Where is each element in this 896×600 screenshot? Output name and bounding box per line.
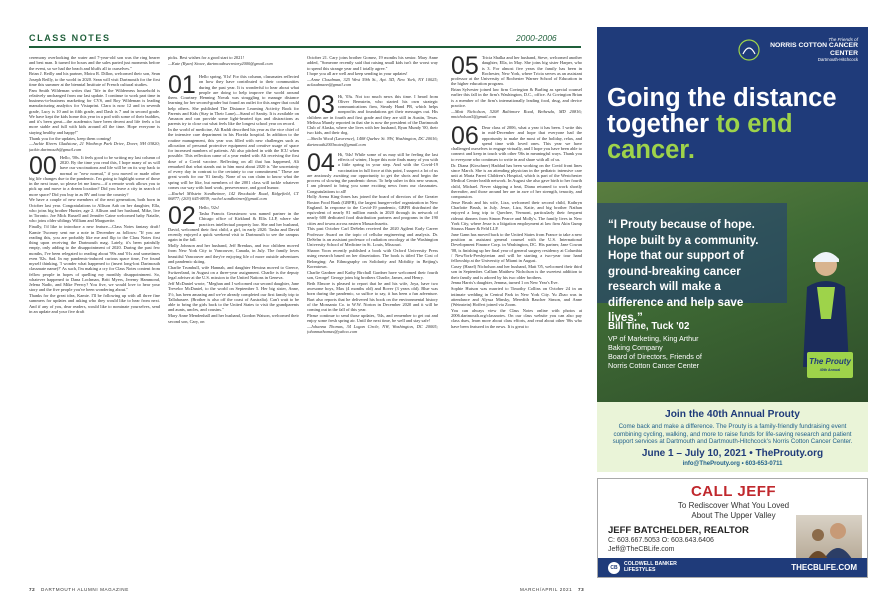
realtor-sub-line-2: About The Upper Valley bbox=[691, 510, 776, 520]
col2-drop1-paragraph-1: Hello spring, '01s! For this column, classmates reflected on how they have contributed to their communities during the past year. It is wonderful to hear about what people are doing to help improve the world around them. Courtney Henning Novak was struggling to manage distance learning for her second-grader but found an outlet for this anger that could help others. She published The Distance Learning Activity Book for Parents and Kids (Stay in Their Lane)—Stand of Sanity. It is available on Amazon and can provide some light-hearted tips and distractions as parents try to close out what feels like the longest school year on record. bbox=[168, 74, 299, 127]
col1-paragraph-1: ceremony overlooking the water and 7-year-old son was the ring bearer and best man. It turned for hours and the sales parted just moments before the event, so we had the beach and bluffs all to ourselves." bbox=[29, 55, 160, 71]
col4-drop2-paragraph-4: Jane Gann has moved back to the United States from France to take a new position as assistant general counsel with the U.S. International Development Finance Corp. in Washington, DC. His partner, Jane Cowan '08, is finishing up her final year of general surgery residency at Columbia / NewYork-Presbyterian and will be starting a two-year tour hand fellowship at the University of Miami in August. bbox=[451, 231, 582, 264]
coldwell-banker-logo-icon: CB bbox=[608, 562, 620, 574]
prouty-badge-title: The Prouty bbox=[809, 357, 851, 366]
realtor-portrait-icon bbox=[796, 515, 862, 559]
col4-drop1-signoff: —Matt Nicholson, 5208 Baltimore Road, Bethesda, MD 20816; mnicholson5@gmail.com bbox=[451, 108, 582, 119]
brand-line-2: LIFESTYLES bbox=[624, 567, 656, 573]
cyclist-figure-icon bbox=[795, 247, 857, 367]
prouty-cancer-ad[interactable] bbox=[597, 27, 868, 402]
col2-drop1-paragraph-2: In the world of medicine, Ali Raddi described his year as the vice chief of the intensive care department in his Florida hospital. In addition to the routine management, this year was filled with new challenges such as allocation of personal protective equipment and creative usage of space for increased numbers of patients. Ali also pitched in with the ICU when possible. This reflection came of a year ended with Ali receiving the first dose of a Covid vaccine. Reflecting on all that has happened, Ali remarked that what stands out to him most about 2020 is "the uncertainty of every day in contrast to the certainty to our commitment." These are great words for our '01 family. None of us can claim to know what the spring will be like, but members of the 2001 class will tackle whatever comes our way with hard work, perseverance, and good humor. bbox=[168, 127, 299, 190]
col1-paragraph-4: Thank you for the updates, keep them coming! bbox=[29, 135, 112, 141]
col4-drop1-paragraph-2: Brian Sylvester joined law firm Covington & Burling as special counsel earlier this fall in the firm's Washington, D.C., office. At Covington Brian is a member of the firm's internationally leading food, drug, and device practice. bbox=[451, 87, 582, 108]
join-title: Join the 40th Annual Prouty bbox=[665, 409, 800, 420]
col2-drop1-signoff: —Rachel Milstein Sondheimer, 142 Brookside Road, Ridgefield, CT 06877; (203) 645-8839; rachel.sondheimer@gmail.com bbox=[168, 190, 299, 202]
footer-magazine-name: DARTMOUTH ALUMNI MAGAZINE bbox=[40, 587, 129, 592]
col1-drop-paragraph-4: Thanks for the great idea, Kamie. I'll be following up with all three fine summers for updates and asking who they would like to hear from next. And if any of you, dear readers, would like to nominate yourselves, send in an update and your five draft bbox=[29, 293, 160, 314]
realtor-email[interactable]: Jeff@TheCBLife.com bbox=[608, 546, 675, 553]
join-dates-link[interactable]: June 1 – July 10, 2021 • TheProuty.org bbox=[641, 448, 824, 459]
prouty-join-ad[interactable] bbox=[597, 402, 868, 472]
person-role-line-4: Norris Cotton Cancer Center bbox=[608, 361, 700, 370]
col2-paragraph-1: picks. Best wishes for a good start to 2021! bbox=[168, 55, 244, 60]
logo-emblem-icon bbox=[738, 39, 760, 61]
col2-drop2-paragraph-4: Charlie Trumbull, wife Hannah, and daughter Hewina moved to Greece, Switzerland, in August on a three-year assignment. Charlie is the deputy legal adviser at the U.S. mission to the United Nations in Geneva. bbox=[168, 264, 299, 281]
column-3 bbox=[307, 55, 438, 585]
col4-drop2-paragraph-6: Jenna Harris's daughter, Jemma, turned 1 on New Year's Eve. bbox=[451, 280, 559, 286]
testimonial-quote: “I Prouty because of hope. Hope built by a community. Hope that our support of ground-breaking cancer research will make a difference and help save lives.” bbox=[608, 218, 759, 324]
class-year-number-02: 02 bbox=[168, 202, 196, 231]
col4-drop2-paragraph-5: Casey (Hazel) Nicholson and her husband, Matt '05, welcomed their third son in September. Callum Matthew Nicholson is the sweetest addition to their family and is adored by his two older brothers. bbox=[451, 264, 582, 280]
col3-paragraph-2: I hope you all are well and keep sending in your updates! bbox=[307, 71, 408, 77]
footer-date: MARCH/APRIL 2021 bbox=[520, 587, 573, 592]
col3-signoff: —Anne Cloudman, 325 West 59th St., Apt. 5D, New York, NY 10025; aclaudmann@gmail.com bbox=[307, 77, 438, 88]
class-2006-section bbox=[451, 122, 582, 329]
col3-drop2-signoff: —Johanna Thomas, 34 Logan Circle, NW, Washington, DC 20005; johannathomas@yahoo.com bbox=[307, 323, 438, 335]
realtor-name: JEFF BATCHELDER, REALTOR bbox=[608, 525, 749, 536]
norris-cotton-logo bbox=[738, 37, 858, 69]
col4-drop1-paragraph-1: Tricia Shalka and her husband, Steve, welcomed another daughter, Ella, in May. She joins big sister Harper, who is 3. For almost five years the family has been in Rochester, New York, where Tricia serves as an assistant professor at the University of Rochester Warner School of Education in the higher education program. bbox=[451, 55, 582, 87]
col3-drop2-paragraph-2: Holly Arena King-Jones has joined the board of directors of the Greater Boston Food Bank (GBFB), the largest hunger-relief organization in New England. In response to the Covid-19 pandemic, GBFB distributed the equivalent of nearly 81 million meals in 2020 through its network of nearly 600 dedicated food distribution partners and programs in the 190 cities and towns across eastern Massachusetts. bbox=[307, 194, 438, 226]
col2-drop2-paragraph-1: Hello, '02s! bbox=[198, 205, 220, 211]
col3-drop1-paragraph-1: Hi, '03s. Not too much news this time. I heard from Oliver Bernstein, who started his own strategic communications firm, Steady Hand PR, which helps nonprofits and foundations get their messages out. His children are in fourth and first grade and they are still in Austin, Texas. Melissa Mundy reported in that she is now the president of the Dartmouth Club of Alaska, where she lives with her husband, Ryan Mundy '00, their two kids, and their dog. bbox=[307, 93, 438, 136]
col4-drop2-paragraph-8: You can always view the Class Notes online with photos at 2006.dartmouth.org/classnotes. On our class website you can also pay class dues, learn more about class efforts, and read about other '06s who have been featured in the news. It is great to bbox=[451, 307, 582, 329]
header-rule bbox=[29, 46, 581, 48]
class-2003-section bbox=[307, 90, 438, 147]
col4-drop2-paragraph-7: Sophie Hutson was married to Timothy Collins on October 24 in an intimate wedding in Central Park in New York City. Yu Zhao was in attendance and Alyssa Minsky, Meredith Rascher Simon, and Anne (Weinstein) Hoffert joined via Zoom. bbox=[451, 286, 582, 307]
person-role-line-3: Board of Directors, Friends of bbox=[608, 352, 702, 361]
class-year-number-00: 00 bbox=[29, 151, 57, 180]
realtor-phones[interactable]: C: 603.667.5053 O: 603.643.6406 bbox=[608, 537, 714, 544]
col3-drop2-paragraph-6: Beth Elmore is pleased to report that he and his wife, Joya, have two awesome boys, Max (4 months old) and Rover (3 years old). Blue was born during the pandemic, so suffice to say, it has been a fun adventure. Bart also reports that he delivered his book on the environmental history of the Monsanto Co. to W.W. Norton in December 2020 and it will be coming out in the fall of this year. bbox=[307, 280, 438, 312]
col3-drop2-paragraph-7: Please continue to send those updates, '04s, and remember to get out and enjoy some fresh spring air. Until the next time, be well and stay safe! bbox=[307, 312, 438, 324]
logo-line-2: NORRIS COTTON CANCER CENTER bbox=[770, 42, 858, 57]
headline-white-part: Going the distance together bbox=[607, 84, 837, 138]
logo-line-1: The Friends of bbox=[828, 37, 858, 42]
realtor-photo bbox=[796, 515, 862, 559]
col1-paragraph-3: Pam Smith Wildeman writes that "life in the Wilderness household is relatively unchanged from our last update. I continue to work part time in business-to-business marketing for CVS, and Roy Wildeman is leading manufacturing analytics for Vistaprint. Clara is now 12 and in seventh grade, Lucy is 10 and in fifth grade, and Dash is 7 and in second grade. We have kept the kids home this year in a pod with some of their buddies, and it's been great—the academics have been decent and life feels a lot more stable and full with kids around all the time. Hope everyone is staying healthy and happy!" bbox=[29, 87, 160, 135]
col3-drop2-paragraph-3: This past October Carl DeSelm received the 2020 Agilent Early Career Professor Award on the topic of cellular engineering and analysis. Dr. DeSelm is an assistant professor of radiation oncology at the Washington University School of Medicine in St. Louis, Missouri. bbox=[307, 226, 438, 248]
class-year-number-03: 03 bbox=[307, 90, 335, 119]
col1-signoff: —Jackie Rivers Gladstone, 21 Winthrop Park Drive, Dover, NH 03820; jackie.dartmouth@gmail.com bbox=[29, 141, 160, 152]
prouty-logo-badge bbox=[807, 352, 853, 378]
footer-left bbox=[29, 587, 129, 592]
realtor-call-heading: CALL JEFF bbox=[690, 483, 777, 500]
footer-page-number-right: 73 bbox=[577, 587, 585, 592]
ad-headline bbox=[607, 85, 865, 163]
column-4 bbox=[451, 55, 582, 585]
footer-right bbox=[520, 587, 584, 592]
col1-paragraph-2: Brian J. Reilly and his partner, Moira R. Dillon, welcomed their son, Sean Joseph Reilly, to the world in 2020. Sean will visit Dartmouth for the first time this summer at the biennial Institute of French cultural studies. bbox=[29, 71, 160, 87]
col3-drop2-paragraph-4: Sharon Yoon recently published a book with Oxford University Press using research based on her dissertation. The book is titled The Cost of Belonging: An Ethnography on Solidarity and Mobility in Beijing's Koreatown. bbox=[307, 248, 438, 269]
realtor-ad[interactable] bbox=[597, 478, 868, 578]
coldwell-banker-bar bbox=[598, 558, 867, 577]
class-2000-section bbox=[29, 151, 160, 314]
header-years: 2000-2006 bbox=[516, 33, 557, 43]
realtor-website-link[interactable]: THECBLIFE.COM bbox=[791, 563, 857, 572]
logo-line-3: Dartmouth-Hitchcock bbox=[817, 57, 858, 62]
col1-drop-paragraph-2: We have a couple of new members of the next generation, both born in October last year. Congratulations to Allison Aab on her daughter, Ella, who joins big brother Hunter, age 2. Allison and her husband, Mike, live in Toronto. Joe Mick Russell and Jennifer Caine welcomed baby Natalie, who joins older siblings William and Marguerite. bbox=[29, 197, 160, 224]
col3-drop1-signoff: —Sheila Wood (Lawrence), 1408 Quebec St. NW, Washington, DC 20016; dartmouth2003notes@gmail.com bbox=[307, 136, 438, 147]
prouty-badge-subtitle: 40th Annual bbox=[819, 368, 841, 372]
col3-drop2-paragraph-1: Hi, '04s! While some of us may still be feeling the last effects of winter, I hope this note finds many of you with a little spring in your step. And with the Covid-19 vaccination in full force at this point, I suspect a lot of us are anxiously awaiting our opportunity to get the shots and begin the process of slowing the pandemic down. To help usher in this new season, I am pleased to bring you some exciting news from our classmates. Congratulations to all! bbox=[307, 151, 438, 194]
logo-text-block bbox=[764, 37, 858, 62]
col1-drop-paragraph-3: Finally, I'd like to introduce a new feature—Class Notes fantasy draft! Kamie Twomey sent me a note in December as follows: "If you are reading this, you are probably like me and flip to the Class Notes first thing upon receiving the Dartmouth mag. Lately, it's been painfully empty, only adding to the disappointment of 2020. During the past few months, I've been relegated to reading about '99s and '01s and sometimes even '02s. Sad. In my pandemic-induced curious space time, I've found myself thinking, 'I wonder what happened to (insert long-lost Dartmouth classmate name)?' As such, I'm making a cry for Class Notes content from fellow people in hopes of quelling my monthly disappointment. So, whatever happened to Dana Lochman, Britt Myers, Jeremy Hammond, Jelena Nadic, and Mike Peercy? You five, we would love to hear your story and the five people you've been wondering about." bbox=[29, 224, 160, 293]
person-name: Bill Tine, Tuck '02 bbox=[608, 321, 690, 332]
class-year-number-01: 01 bbox=[168, 71, 196, 100]
join-contact[interactable]: info@TheProuty.org • 603-653-0711 bbox=[682, 461, 783, 467]
col4-drop2-paragraph-2: Dr. Diana (Kirschner) Haddad has been working on the Covid front lines since March. She is an attending physician in the pediatric intensive care unit at Maria Fareri Children's Hospital, which is part of the Westchester Medical Center health network. In August she also gave birth to her fourth child, Michael. Never skipping a beat, Diana returned to work shortly thereafter, and those around her are in awe of her strength, tenacity, and compassion. bbox=[451, 162, 582, 200]
footer-page-number-left: 72 bbox=[29, 587, 36, 592]
col2-drop2-paragraph-2: Tasha Francis Gerasimow was named partner in the Chicago office of Kirkland & Ellis LLP, where she practices intellectual property law. She and her husband, David, welcomed their first child, a girl, in early 2020. Tasha and David recently enjoyed a quick weekend visit to Dartmouth to see the campus again in the fall. bbox=[168, 211, 299, 243]
column-2 bbox=[168, 55, 299, 585]
person-roles bbox=[608, 334, 778, 370]
column-1 bbox=[29, 55, 160, 585]
class-year-number-04: 04 bbox=[307, 148, 335, 177]
class-2005-section bbox=[451, 55, 582, 119]
class-2001-section bbox=[168, 71, 299, 202]
headline-green-part: to end cancer. bbox=[607, 110, 793, 164]
class-2004-section bbox=[307, 148, 438, 335]
col2-drop2-paragraph-6: Mary Anne Mendenhall and her husband, Gordon Watson, welcomed their second son, Cary, on bbox=[168, 313, 299, 324]
col2-drop2-paragraph-3: Molly Johnson and her husband, Jeff Brenkus, and two children moved from New York City to Vancouver, Canada, in July. The family loves beautiful Vancouver and they're enjoying life of more outside adventures and pandemic skiing. bbox=[168, 243, 299, 264]
class-year-number-05: 05 bbox=[451, 55, 479, 80]
person-role-line-2: Baking Company bbox=[608, 343, 663, 352]
brand-line-1: COLDWELL BANKER bbox=[624, 561, 677, 567]
header-section-label: CLASS NOTES bbox=[29, 33, 111, 43]
col4-drop2-paragraph-3: Jesse Brush and his wife, Liza, welcomed their second child, Kathryn Charlotte Brush, in July. Jesse, Liza, Katie, and big brother Nathan enjoyed a long trip to Quechee, Vermont, particularly their frequent rideout dinners from Simon Pearce and Molly's. The family lives in New York City, where Jesse is a litigation employment at law firm Akin Gump Strauss Hauer & Feld LLP. bbox=[451, 199, 582, 232]
join-body: Come back and make a difference. The Prouty is a family-friendly fundraising event combining cycling, walking, and more to raise funds for life-saving research and patient support services at Dartmouth and Dartmouth-Hitchcock's Norris Cotton Cancer Center. bbox=[612, 423, 853, 445]
col3-paragraph-1: October 21. Cary joins brother Gomez, 19 months his senior. Mary Anne added, "Someone recently said that raising small kids isn't the worst way to spend this strange year and I totally agree." bbox=[307, 55, 438, 71]
class-year-number-06: 06 bbox=[451, 122, 479, 151]
col2-signoff: —Kate (Ryan) Stowe, dartmouthsecretary2000@gmail.com bbox=[168, 60, 273, 66]
col2-drop2-paragraph-5: Jeff McDaniel wrote, "Meghan and I welcomed our second daughter, Jane Trevelor McDaniel, to the world on September 5. Her big sister, Anne, 3½, has been amazing and we've already completed our first family trip to Tallahassee. (Brother is also off the coast of Australia). Can't wait to be able to bring the girls back to the United States to visit the grandparents and aunts, uncles, and cousins." bbox=[168, 281, 299, 313]
col3-drop2-paragraph-5: Charlie Gardner and Kathy Birchall Gardner have welcomed their fourth son, George! George joins big brothers Charlie, James, and Henry. bbox=[307, 269, 438, 280]
realtor-sub-line-1: To Rediscover What You Loved bbox=[677, 501, 790, 510]
class-2002-section bbox=[168, 202, 299, 324]
col4-drop2-paragraph-1: Dear class of 2006, what a year it has been. I write this in mid-December and hope that everyone had the opportunity to make the most of the holiday, relax, and spend time with loved ones. This year we have challenged ourselves to engage virtually, and I hope you have been able to connect and keep in touch with other '06s in meaningful ways. Thank you to everyone who continues to write in and share with all of us. bbox=[451, 125, 582, 162]
coldwell-banker-brand bbox=[624, 561, 677, 573]
col1-drop-paragraph-1: Hello, '00s. It feels good to be writing my last column of 2020. By the time you read this, I hope many of us will have our vaccinations and life will be on its way back to normal or "new normal," if you moved or made other big life changes due to the pandemic. I'm going to highlight some of those in the next issue, so please let me know—if a remote work allows you to pick up and move to a dream location? Did you leave a city in search of more space? Did you buy in as RV and tour the country? bbox=[29, 154, 160, 197]
person-role-line-1: VP of Marketing, King Arthur bbox=[608, 334, 699, 343]
